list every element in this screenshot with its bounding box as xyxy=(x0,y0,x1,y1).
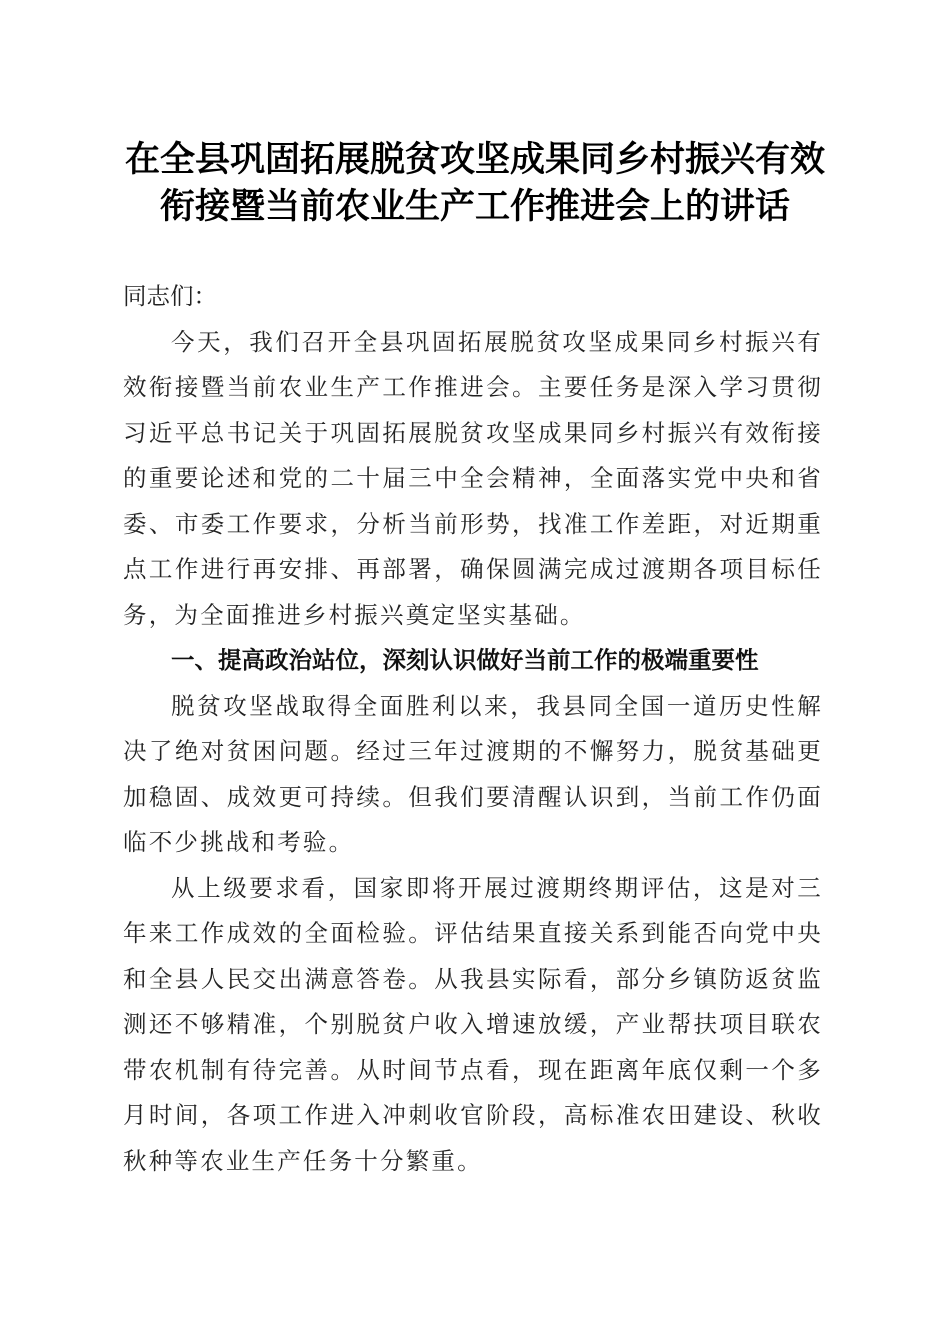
section-heading-1: 一、提高政治站位，深刻认识做好当前工作的极端重要性 xyxy=(171,646,759,674)
document-body xyxy=(123,274,823,1184)
salutation: 同志们： xyxy=(123,282,217,310)
document-title xyxy=(100,136,850,230)
title-line-1: 在全县巩固拓展脱贫攻坚成果同乡村振兴有效 xyxy=(124,139,825,180)
paragraph-intro: 今天，我们召开全县巩固拓展脱贫攻坚成果同乡村振兴有效衔接暨当前农业生产工作推进会。主要任务是深入学习贯彻习近平总书记关于巩固拓展脱贫攻坚成果同乡村振兴有效衔接的重要论述和党的二十届三中全会精神，全面落实党中央和省委、市委工作要求，分析当前形势，找准工作差距，对近期重点工作进行再安排、再部署，确保圆满完成过渡期各项目标任务，为全面推进乡村振兴奠定坚实基础。 xyxy=(123,327,823,629)
paragraph-challenges: 从上级要求看，国家即将开展过渡期终期评估，这是对三年来工作成效的全面检验。评估结果直接关系到能否向党中央和全县人民交出满意答卷。从我县实际看，部分乡镇防返贫监测还不够精准，个别脱贫户收入增速放缓，产业帮扶项目联农带农机制有待完善。从时间节点看，现在距离年底仅剩一个多月时间，各项工作进入冲刺收官阶段，高标准农田建设、秋收秋种等农业生产任务十分繁重。 xyxy=(123,873,823,1175)
paragraph-achievements: 脱贫攻坚战取得全面胜利以来，我县同全国一道历史性解决了绝对贫困问题。经过三年过渡期的不懈努力，脱贫基础更加稳固、成效更可持续。但我们要清醒认识到，当前工作仍面临不少挑战和考验。 xyxy=(123,691,823,856)
title-line-2: 衔接暨当前农业生产工作推进会上的讲话 xyxy=(159,186,790,227)
